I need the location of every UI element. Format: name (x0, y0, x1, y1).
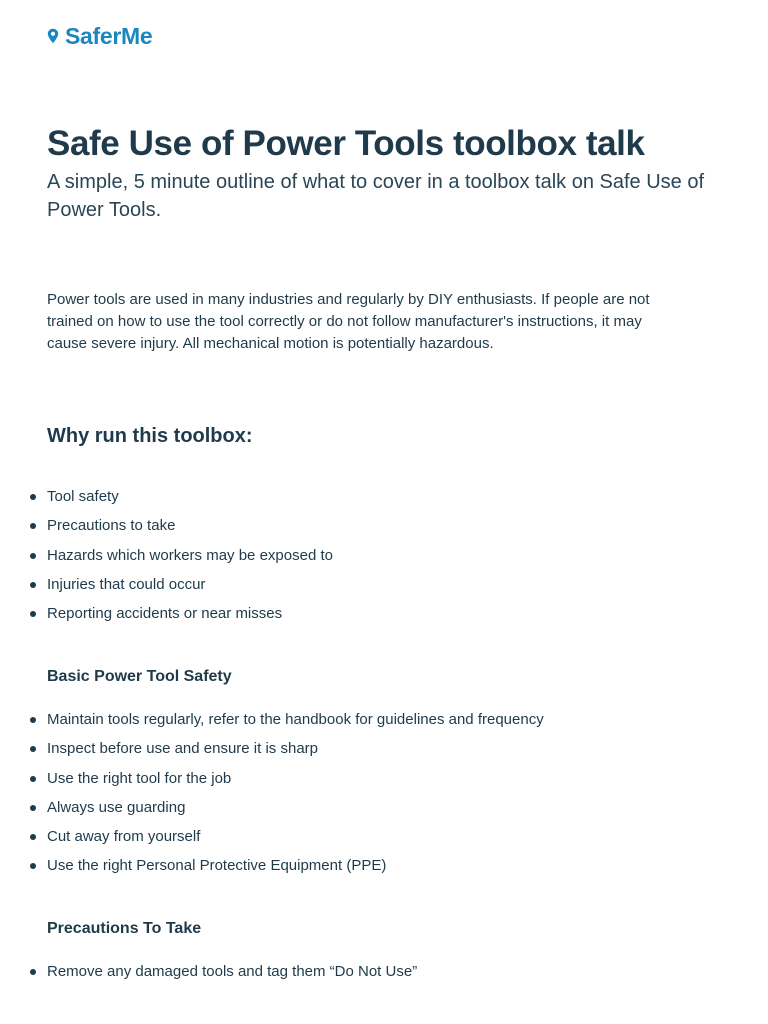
bullet-icon (30, 494, 36, 500)
why-run-heading: Why run this toolbox: (47, 425, 253, 447)
bullet-icon (30, 805, 36, 811)
bullet-icon (30, 582, 36, 588)
list-item (0, 826, 740, 855)
bullet-icon (30, 746, 36, 752)
list-item-text: Reporting accidents or near misses (47, 605, 283, 623)
precautions-heading: Precautions To Take (47, 920, 202, 937)
list-item-text: Use the right tool for the job (47, 769, 232, 787)
intro-paragraph: Power tools are used in many industries and regularly by DIY enthusiasts. If people are not trained on how to use the tool correctly or do not follow manufacturer's instructions, it may cause severe injury. All mechanical motion is potentially hazardous. (47, 291, 650, 352)
list-item-text: Precautions to take (47, 517, 176, 535)
list-item (0, 855, 740, 884)
list-item-text: Always use guarding (47, 798, 186, 816)
bullet-icon (30, 717, 36, 723)
bullet-icon (30, 523, 36, 529)
list-item (0, 545, 740, 574)
list-item (0, 603, 740, 632)
page-title: Safe Use of Power Tools toolbox talk (47, 124, 645, 163)
page-subtitle: A simple, 5 minute outline of what to cover in a toolbox talk on Safe Use of Power Tools. (47, 171, 705, 221)
list-item (0, 574, 740, 603)
list-item (0, 515, 740, 544)
list-item-text: Use the right Personal Protective Equipment (PPE) (47, 857, 387, 875)
list-item-text: Tool safety (47, 488, 119, 505)
bullet-icon (30, 553, 36, 559)
basic-safety-list (0, 709, 740, 885)
bullet-icon (30, 776, 36, 782)
bullet-icon (30, 863, 36, 869)
list-item-text: Injuries that could occur (47, 575, 206, 593)
bullet-icon (30, 834, 36, 840)
brand-name: SaferMe (65, 23, 153, 49)
list-item-text: Hazards which workers may be exposed to (47, 546, 333, 564)
why-run-list (0, 486, 740, 632)
list-item-text: Remove any damaged tools and tag them “Do Not Use” (47, 963, 418, 980)
list-item-text: Cut away from yourself (47, 828, 201, 846)
list-item (0, 486, 740, 515)
basic-safety-heading: Basic Power Tool Safety (47, 668, 232, 685)
precautions-list (0, 961, 740, 990)
bullet-icon (30, 611, 36, 617)
list-item (0, 768, 740, 797)
list-item (0, 961, 740, 990)
list-item (0, 797, 740, 826)
list-item-text: Inspect before use and ensure it is sharp (47, 740, 318, 758)
map-pin-icon (47, 28, 59, 44)
list-item-text: Maintain tools regularly, refer to the handbook for guidelines and frequency (47, 711, 544, 728)
list-item (0, 738, 740, 767)
bullet-icon (30, 969, 36, 975)
list-item (0, 709, 740, 738)
saferme-logo[interactable] (47, 22, 152, 50)
